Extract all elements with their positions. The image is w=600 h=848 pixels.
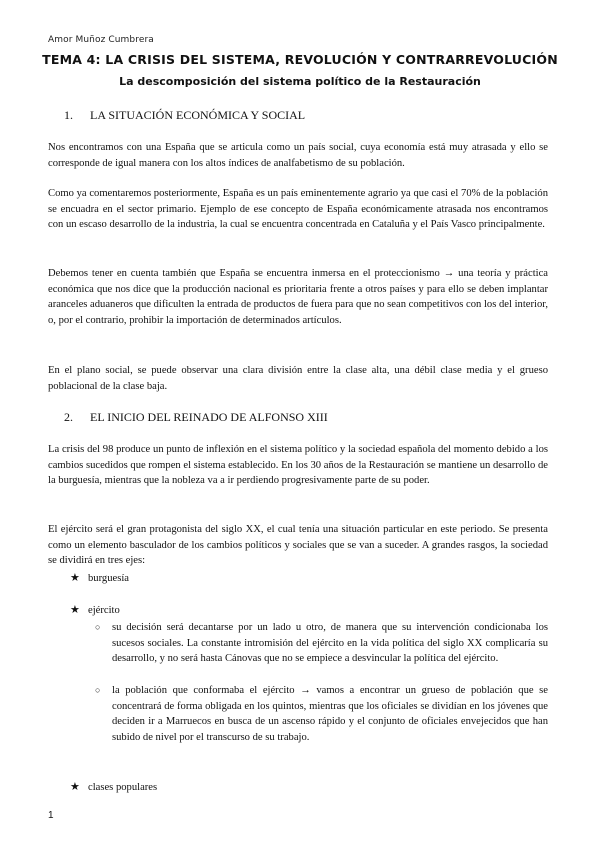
- document-title: TEMA 4: LA CRISIS DEL SISTEMA, REVOLUCIÓN Y CONTRARREVOLUCIÓN: [42, 52, 558, 67]
- sub-list-item-text: la población que conformaba el ejército → vamos a encontrar un grueso de población que se concentrará de forma obligada en los quintos, mientras que los oficiales se dividían en los jóvenes que deciden ir a Marruecos en busca de un ascenso rápido y el conjunto de oficiales envejecidos que han subido de nivel por el transcurso de su trabajo.: [112, 685, 548, 743]
- sub-list-item-text: su decisión será decantarse por un lado u otro, de manera que su intervención condicionaba los sucesos sociales. La constante intromisión del ejército en la vida política del siglo XX complicaría su desarrollo, y no será hasta Cánovas que no se empiece a desvincular la política del ejército.: [112, 622, 548, 664]
- paragraph: En el plano social, se puede observar una clara división entre la clase alta, una débil clase media y el grueso poblacional de la clase baja.: [48, 365, 548, 392]
- section-number: 1.: [64, 108, 73, 122]
- sub-list-item: [95, 620, 548, 667]
- paragraph: Debemos tener en cuenta también que España se encuentra inmersa en el proteccionismo → una teoría y práctica económica que nos dice que la producción nacional es prioritaria frente a otros países y para ello se deben implantar aranceles aduaneros que dificulten la entrada de productos de fuera para que no sean competitivos con los del interior, o, por el contrario, prohibir la importación de determinados artículos.: [48, 268, 548, 326]
- paragraph: Nos encontramos con una España que se articula como un país social, cuya economía está muy atrasada y ello se corresponde de igual manera con los altos índices de analfabetismo de su población.: [48, 142, 548, 169]
- list-item-label: burguesía: [88, 573, 129, 584]
- section-heading-1: [64, 108, 305, 123]
- section-number: 2.: [64, 410, 73, 424]
- star-icon: ★: [70, 781, 80, 793]
- sub-list-item: [95, 683, 548, 745]
- list-item: [70, 603, 120, 616]
- author-name: Amor Muñoz Cumbrera: [48, 35, 154, 45]
- section-title: EL INICIO DEL REINADO DE ALFONSO XIII: [90, 410, 328, 424]
- section-heading-2: [64, 410, 328, 425]
- document-subtitle: La descomposición del sistema político de la Restauración: [119, 75, 481, 88]
- circle-icon: ○: [95, 685, 101, 695]
- paragraph: El ejército será el gran protagonista del siglo XX, el cual tenía una situación particular en este periodo. Se presenta como un elemento basculador de los cambios políticos y sociales que se van a suceder. A grandes rasgos, la sociedad se dividirá en tres ejes:: [48, 524, 548, 566]
- section-title: LA SITUACIÓN ECONÓMICA Y SOCIAL: [90, 108, 306, 122]
- circle-icon: ○: [95, 622, 101, 632]
- star-icon: ★: [70, 572, 80, 584]
- list-item: [70, 571, 129, 584]
- paragraph: Como ya comentaremos posteriormente, España es un país eminentemente agrario ya que casi el 70% de la población se encuadra en el sector primario. Ejemplo de ese concepto de España económicamente atrasada nos encontramos con un escaso desarrollo de la industria, la cual se encuentra concentrada en Cataluña y el País Vasco principalmente.: [48, 188, 548, 230]
- paragraph: La crisis del 98 produce un punto de inflexión en el sistema político y la sociedad española del momento debido a los cambios sucedidos que rompen el sistema establecido. En los 30 años de la Restauración se mantiene un desarrollo de la burguesía, mientras que la nobleza va a ir perdiendo progresivamente parte de su poder.: [48, 444, 548, 486]
- list-item: [70, 780, 157, 793]
- list-item-label: clases populares: [88, 782, 158, 793]
- page-number: 1: [48, 810, 54, 821]
- star-icon: ★: [70, 604, 80, 616]
- list-item-label: ejército: [88, 605, 120, 616]
